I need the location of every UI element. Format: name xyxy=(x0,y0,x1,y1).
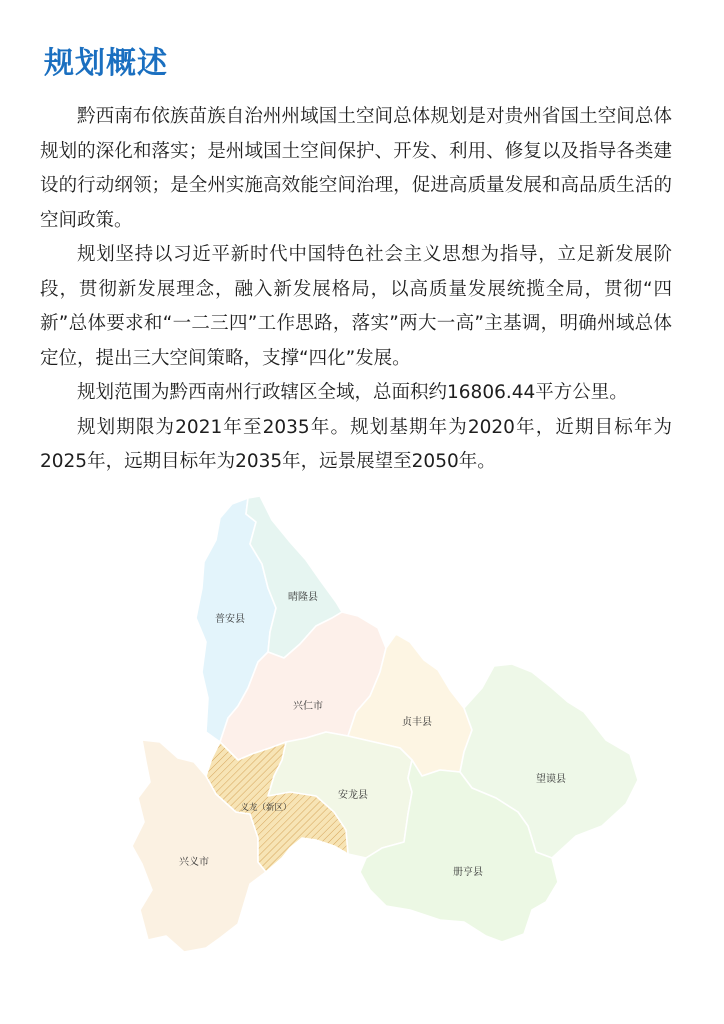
region-label-anlong: 安龙县 xyxy=(338,790,368,801)
region-label-ceheng: 册亨县 xyxy=(453,867,483,878)
paragraph: 黔西南布依族苗族自治州州域国土空间总体规划是对贵州省国土空间总体规划的深化和落实；是州域国土空间保护、开发、利用、修复以及指导各类建设的行动纲领；是全州实施高效能空间治理，促进高质量发展和高品质生活的空间政策。 xyxy=(40,106,672,231)
page-title: 规划概述 xyxy=(44,46,168,81)
paragraph: 规划期限为2021年至2035年。规划基期年为2020年，近期目标年为2025年，远期目标年为2035年，远景展望至2050年。 xyxy=(40,416,672,472)
overview-text xyxy=(40,100,672,480)
prefecture-map-svg xyxy=(120,492,660,962)
paragraph: 规划坚持以习近平新时代中国特色社会主义思想为指导，立足新发展阶段，贯彻新发展理念，融入新发展格局，以高质量发展统揽全局，贯彻“四新”总体要求和“一二三四”工作思路，落实”两大一高”主基调，明确州域总体定位，提出三大空间策略，支撑“四化”发展。 xyxy=(40,244,672,369)
region-label-puan: 普安县 xyxy=(215,614,245,625)
region-label-xingyi: 兴义市 xyxy=(179,857,209,868)
region-label-zhenfeng: 贞丰县 xyxy=(402,717,432,728)
paragraph: 规划范围为黔西南州行政辖区全域，总面积约16806.44平方公里。 xyxy=(77,382,628,403)
region-label-yilong: 义龙（新区） xyxy=(240,803,292,813)
region-label-qinglong: 晴隆县 xyxy=(288,592,318,603)
region-label-wangmo: 望谟县 xyxy=(536,774,566,785)
prefecture-map xyxy=(120,492,660,962)
region-label-xingren: 兴仁市 xyxy=(293,701,323,712)
